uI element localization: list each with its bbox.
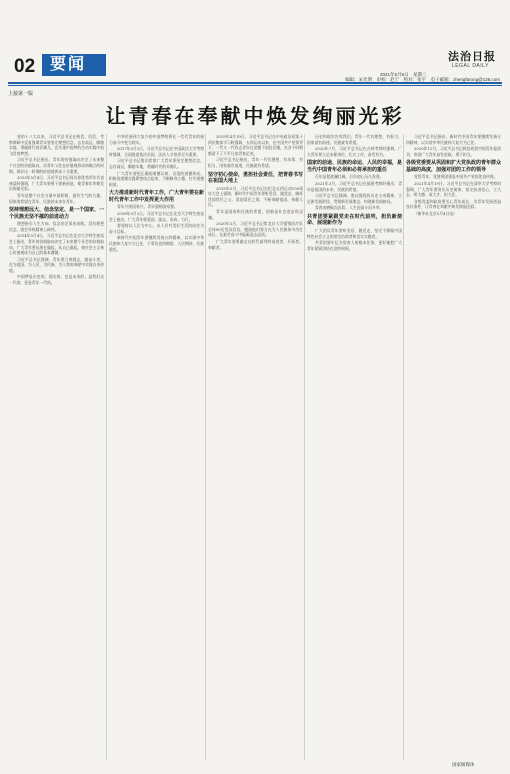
paragraph: 习近平总书记殷切希望广大青年要坚定理想信念，志存高远，脚踏实地，勇做时代的弄潮儿。	[109, 158, 204, 169]
headline: 让青春在奉献中焕发绚丽光彩	[105, 104, 405, 128]
column-divider	[403, 134, 404, 760]
section-label: 要闻	[42, 54, 106, 76]
column-divider	[106, 134, 107, 760]
paragraph: 习近平总书记强调，要以强烈的历史主动精神，立足新发展阶段、贯彻新发展理念、构建新发展格局。	[307, 193, 402, 204]
header-rule-thin	[8, 85, 502, 86]
paragraph: 党的十八大以来，习近平总书记在致信、回信、考察调研中反复强调青年要坚定理想信念，志存高远，脚踏实地，勇做时代的弄潮儿，在实现中国梦的生动实践中放飞青春梦想。	[9, 134, 104, 156]
paragraph: 习近平总书记强调，青年要立鸿鹄志，做奋斗者，在为祖国、为人民、为民族、为人类的奉献中实现自身价值。	[9, 256, 104, 273]
paragraph: 2019年4月19日，习近平总书记在中央政治局第十四次集体学习时强调，五四运动以来，在中国共产党领导下，一代又一代有志青年在党旗下前赴后继，在各个时期都留下了不平凡的青春足迹。	[208, 134, 303, 156]
article-column-5	[406, 134, 501, 764]
paragraph: 2019年5月，习近平总书记在纪念五四运动100周年大会上强调，新时代中国青年要听党话、跟党走，胸怀忧国忧民之心、爱国爱民之情，不断奉献祖国、奉献人民。	[208, 185, 303, 208]
paragraph: （新华社北京5月4日电）	[414, 210, 457, 216]
paragraph: 中国梦是历史的、现实的，也是未来的；是我们这一代的，更是青年一代的。	[9, 274, 104, 286]
paragraph: 广大团员青年要听党话、跟党走，坚定不移做中国特色社会主义的坚定信仰者和忠实实践者。	[307, 227, 402, 239]
subheading: 共青团要紧跟党走在时代前列，担负新使命、展现新作为	[307, 213, 402, 227]
paragraph: 党管青年、党建带团建是中国共产党的优良传统。	[414, 174, 498, 180]
article	[8, 88, 502, 768]
subheading: 国家的前途、民族的命运、人民的幸福，是当代中国青年必须和必将承担的重任	[307, 160, 402, 173]
paragraph: 2020年7月，习近平总书记在吉林考察时强调，广大青年要立足本职岗位，扎实工作，奋发有为。	[307, 146, 402, 157]
subheading: 各级党委要从巩固和扩大党执政的青年群众基础的高度，加强对团的工作的领导	[406, 160, 501, 173]
footer-note: 国家级媒体	[452, 762, 475, 767]
paragraph: 要坚持以人民为中心，以人民对美好生活的向往为奋斗目标。	[109, 223, 204, 234]
column-divider	[304, 134, 305, 760]
article-column-2	[109, 134, 204, 764]
paragraph: 广大青年要勇做走在时代前列的奋进者、开拓者、奉献者。	[208, 238, 303, 250]
staff-line: 编辑：宋光明 审校：赵宁 校对：张宇 电子邮箱：zhengfarong@126.com	[345, 77, 500, 82]
article-column-4	[307, 134, 402, 764]
paragraph: 青年是国家和民族的希望，创新是社会进步的灵魂。	[208, 208, 303, 220]
article-column-3	[208, 134, 303, 764]
paragraph: 青年兴则国家兴，青年强则国家强。	[117, 204, 178, 210]
paragraph: 2017年5月3日，习近平总书记在中国政法大学考察时强调，全面推进依法治国，法治人才培养至关重要。	[109, 146, 204, 157]
paragraph: 2013年5月4日，习近平总书记同各界优秀青年代表座谈时强调，广大青年要勇于创新创造，使青春年华焕发出绚丽光彩。	[9, 175, 104, 192]
paragraph: 2020年11月，习近平总书记致信祝贺中国青年报创刊，寄语广大青年奋发进取、勇于担当。	[406, 146, 501, 157]
issue-date: 2021年5月5日 星期三	[380, 72, 427, 77]
article-column-1	[9, 134, 104, 764]
paragraph: 新时代中国青年要继续发扬五四精神，以实现中华民族伟大复兴为己任，不辜负党的期望、人民期待、民族重托。	[109, 235, 204, 252]
kicker: 上接第一版	[8, 91, 34, 97]
masthead-logo: 法治日报	[448, 50, 496, 63]
masthead-english: LEGAL DAILY	[452, 63, 489, 69]
subheading: 大力推进新时代青年工作，广大青年要在新时代青年工作中发挥更大作用	[109, 190, 204, 203]
paragraph: 2020年5月，习近平总书记给北京大学援鄂医疗队全体90后党员回信，勉励他们努力在为人民服务中茁壮成长、在艰苦奋斗中砥砺意志品质。	[208, 221, 303, 238]
paragraph: 2018年5月2日，习近平总书记在北京大学师生座谈会上指出，广大青年要爱国、励志、求真、力行。	[109, 210, 204, 222]
header-rule	[8, 82, 502, 84]
paragraph: 2021年3月，习近平总书记在福建考察时指出，青年是祖国的未来、民族的希望。	[307, 180, 402, 192]
paragraph: 习近平总书记指出，青年一代有理想、有本领、有担当，国家就有前途，民族就有希望。	[208, 157, 303, 168]
subheading: 坚守初心使命，勇担社会责任，把青春书写在祖国大地上	[208, 171, 303, 185]
paragraph: 历史和现实告诉我们，青年一代有理想、有担当，国家就有前途，民族就有希望。	[307, 134, 402, 145]
paragraph: 青春由磨砺而出彩，人生因奋斗而升华。	[315, 205, 384, 211]
page-header	[0, 0, 510, 86]
page-number: 02	[14, 56, 36, 77]
paragraph: 青年是整个社会力量中最积极、最有生气的力量，国家的希望在青年，民族的未来在青年。	[9, 192, 104, 204]
paragraph: 各级党委和政府要关心青年成长，为青年发展创造良好条件，让青春在奉献中焕发绚丽光彩。	[406, 198, 501, 210]
paragraph: 共青团要牢记为党育人的根本任务，更好地把广大青年紧紧团结在党的周围。	[307, 240, 402, 251]
paragraph: 广大青年要把正确的道德认知、自觉的道德养成、积极的道德实践紧密结合起来，不断修身立德，打牢道德根基。	[109, 170, 204, 187]
column-divider	[205, 134, 206, 760]
paragraph: 习近平总书记指出，新时代中国青年要继续发扬五四精神，以实现中华民族伟大复兴为己任。	[406, 134, 501, 145]
paragraph: 理想指引人生方向，信念决定事业成败。没有理想信念，就会导致精神上缺钙。	[9, 221, 104, 232]
paragraph: 百年征程波澜壮阔，百年初心历久弥坚。	[315, 174, 384, 180]
paragraph: 2014年5月4日，习近平总书记在北京大学师生座谈会上指出，青年的价值取向决定了未来整个社会的价值取向，广大青年要从现在做起，从自己做起，使社会主义核心价值观成为自己的基本遵循。	[9, 233, 104, 256]
paragraph: 2021年4月19日，习近平总书记在清华大学考察时强调，广大青年要肩负历史使命，坚定前进信心，立大志、明大德、成大才、担大任。	[406, 180, 501, 198]
subheading: 坚持理想远大、信念坚定、是一个国家、一个民族无坚不摧的前进动力	[9, 207, 104, 220]
paragraph: 中华民族伟大复兴的中国梦终将在一代代青年的接力奋斗中变为现实。	[109, 134, 204, 145]
paragraph: 习近平总书记指出，青年的价值取向决定了未来整个社会的价值取向，而青年又处在价值观形成和确立的时期，抓好这一时期的价值观养成十分重要。	[9, 157, 104, 174]
